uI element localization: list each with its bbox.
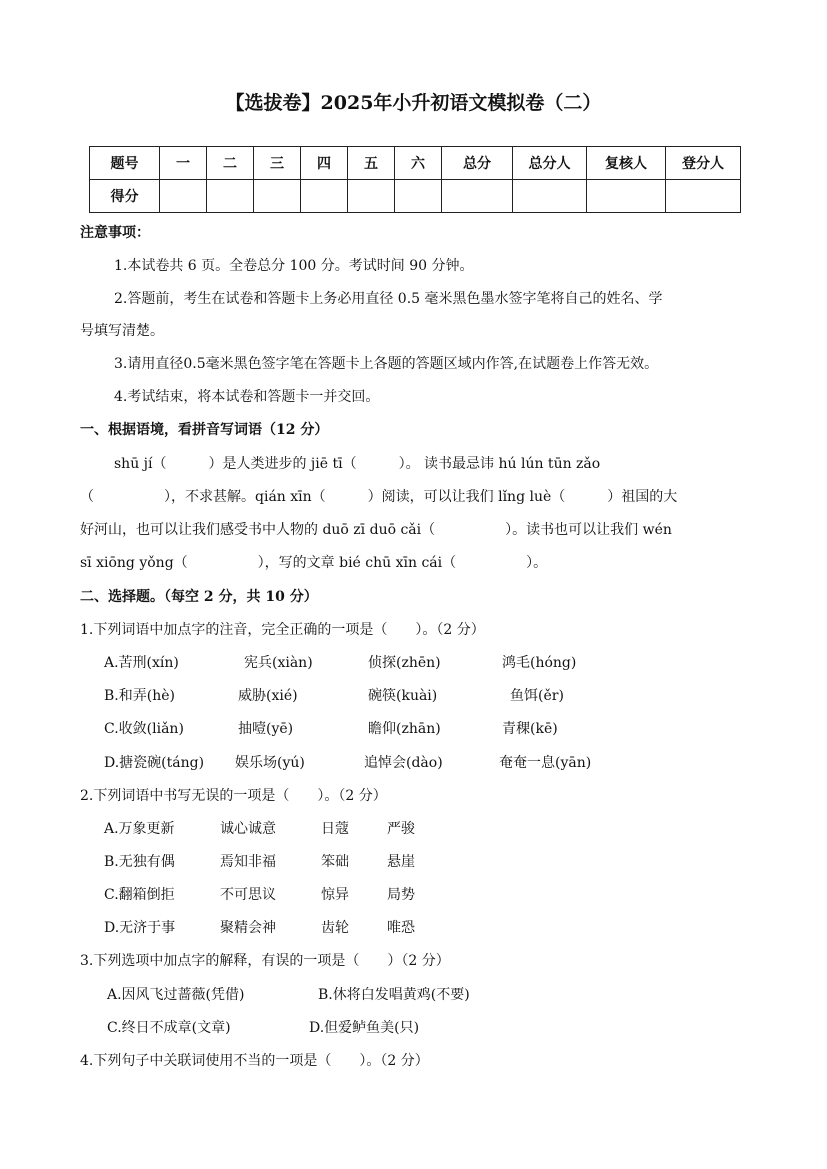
section1-line: shū jí（ ）是人类进步的 jiē tī（ ）。 读书最忌讳 hú lún tūn zǎo [114,456,601,472]
score-cell [666,180,741,213]
table-header-cell: 复核人 [587,147,666,180]
option-text: D.无济于事 [104,920,176,936]
option-text: B.和弄(hè) [104,688,175,704]
option-text: A.因风飞过蔷薇(凭借) [107,987,245,1003]
option-text: D.搪瓷碗(táng) [104,755,205,771]
option-text: 不可思议 [220,887,276,903]
option-text: 青稞(kē) [502,721,558,737]
option-text: 笨础 [321,854,349,870]
table-header-cell: 登分人 [666,147,741,180]
table-header-cell: 题号 [90,147,160,180]
option-text: 侦探(zhēn) [368,655,441,671]
option-text: 娱乐场(yú) [235,755,305,771]
option-text: 追悼会(dào) [364,755,443,771]
table-header-cell: 六 [395,147,442,180]
option-text: 鸿毛(hóng) [502,655,577,671]
table-header-cell: 总分 [442,147,513,180]
score-cell [348,180,395,213]
notice-item: 3.请用直径0.5毫米黑色签字笔在答题卡上各题的答题区域内作答,在试题卷上作答无效。 [114,356,659,372]
section1-heading: 一、根据语境，看拼音写词语（12 分） [80,422,329,438]
option-text: B.无独有偶 [104,854,175,870]
score-cell [254,180,301,213]
option-text: 诚心诚意 [220,821,276,837]
option-text: 威胁(xié) [238,688,298,704]
section1-line: （ ），不求甚解。qián xīn（ ）阅读，可以让我们 lǐng luè（ ）祖国的大 [80,489,678,505]
option-text: 焉知非福 [220,854,276,870]
option-text: C.终日不成章(文章) [107,1020,231,1036]
option-text: 鱼饵(ěr) [510,688,564,704]
table-row-label: 得分 [90,180,160,213]
option-text: 惊异 [321,887,349,903]
question-stem: 3.下列选项中加点字的解释，有误的一项是（ ）（2 分） [80,953,450,969]
table-header-cell: 一 [160,147,207,180]
option-text: C.翻箱倒拒 [104,887,175,903]
section2-heading: 二、选择题。（每空 2 分，共 10 分） [80,589,318,605]
notice-item: 2.答题前，考生在试卷和答题卡上务必用直径 0.5 毫米黑色墨水签字笔将自己的姓名、学 [114,291,663,307]
option-text: 齿轮 [321,920,349,936]
option-text: 严骏 [387,821,415,837]
option-text: 奄奄一息(yān) [499,755,592,771]
option-text: 唯恐 [387,920,415,936]
section1-line: sī xiōng yǒng（ ），写的文章 bié chū xīn cái（ ）。 [80,555,548,571]
notice-item: 4.考试结束，将本试卷和答题卡一并交回。 [114,389,380,405]
option-text: 抽噎(yē) [238,721,294,737]
notice-heading: 注意事项： [80,225,150,241]
score-cell [395,180,442,213]
option-text: A.万象更新 [104,821,175,837]
section1-line: 好河山，也可以让我们感受书中人物的 duō zī duō cǎi（ ）。读书也可以让我们 wén [80,522,672,538]
option-text: 瞻仰(zhān) [368,721,441,737]
page-title: 【选拔卷】2025年小升初语文模拟卷（二） [225,92,602,114]
notice-item: 1.本试卷共 6 页。全卷总分 100 分。考试时间 90 分钟。 [114,258,474,274]
table-header-cell: 三 [254,147,301,180]
score-cell [513,180,587,213]
score-cell [587,180,666,213]
table-header-cell: 二 [207,147,254,180]
option-text: C.收敛(liǎn) [104,721,184,737]
option-text: 日蔻 [321,821,349,837]
score-table-score-row [90,180,741,213]
table-header-cell: 五 [348,147,395,180]
question-stem: 4.下列句子中关联词使用不当的一项是（ ）。（2 分） [80,1053,429,1069]
option-text: 悬崖 [387,854,415,870]
question-stem: 2.下列词语中书写无误的一项是（ ）。（2 分） [80,788,387,804]
option-text: 宪兵(xiàn) [244,655,313,671]
option-text: 局势 [387,887,415,903]
score-cell [301,180,348,213]
notice-item: 号填写清楚。 [80,323,164,339]
score-cell [207,180,254,213]
score-cell [160,180,207,213]
table-header-cell: 总分人 [513,147,587,180]
option-text: 碗筷(kuài) [368,688,438,704]
table-header-cell: 四 [301,147,348,180]
score-cell [442,180,513,213]
question-stem: 1.下列词语中加点字的注音，完全正确的一项是（ ）。（2 分） [80,622,485,638]
option-text: D.但爱鲈鱼美(只) [309,1020,420,1036]
score-table-header-row [90,147,741,180]
option-text: 聚精会神 [220,920,276,936]
score-table [89,146,741,213]
option-text: B.休将白发唱黄鸡(不要) [318,987,470,1003]
option-text: A.苦刑(xín) [104,655,179,671]
